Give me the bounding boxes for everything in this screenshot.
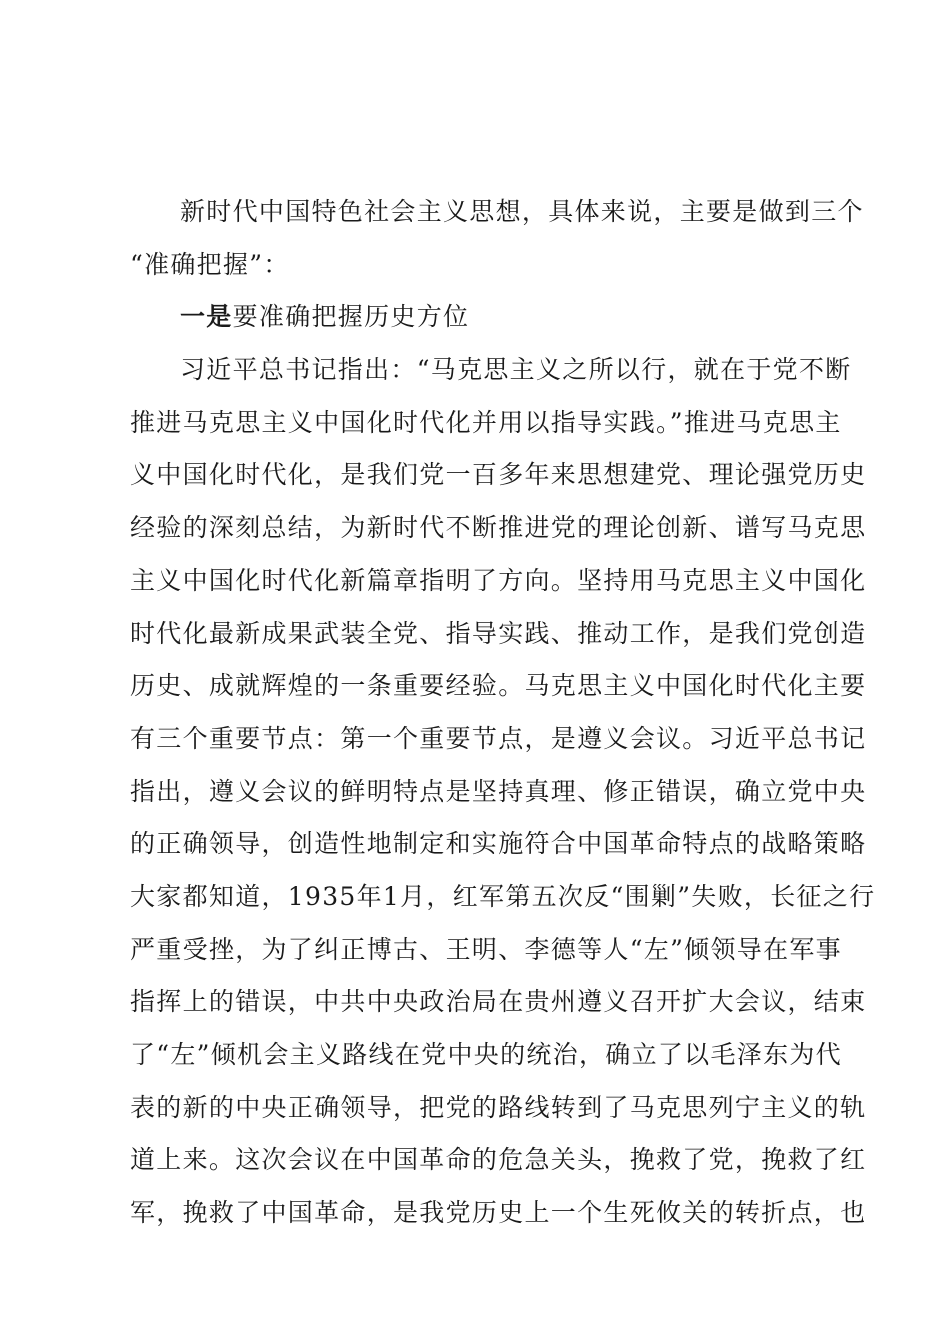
body-line: 了“左”倾机会主义路线在党中央的统治，确立了以毛泽东为代 (130, 1040, 842, 1069)
body-line: 指挥上的错误，中共中央政治局在贵州遵义召开扩大会议，结束 (130, 987, 867, 1017)
body-line: 指出，遵义会议的鲜明特点是坚持真理、修正错误，确立党中央 (130, 776, 867, 806)
intro-line-2: “准确把握”： (130, 249, 290, 279)
section-heading (130, 291, 850, 344)
body-line: 习近平总书记指出：“马克思主义之所以行，就在于党不断 (180, 355, 852, 385)
body-line: 的正确领导，创造性地制定和实施符合中国革命特点的战略策略 (130, 829, 867, 859)
body-line: 表的新的中央正确领导，把党的路线转到了马克思列宁主义的轨 (130, 1092, 867, 1122)
body-line: 主义中国化时代化新篇章指明了方向。坚持用马克思主义中国化 (130, 565, 867, 595)
body-line: 军，挽救了中国革命，是我党历史上一个生死攸关的转折点，也 (130, 1198, 867, 1228)
body-line: 大家都知道，1935年1月，红军第五次反“围剿”失败，长征之行 (130, 881, 876, 911)
intro-line-1: 新时代中国特色社会主义思想，具体来说，主要是做到三个 (180, 197, 864, 226)
heading-rest: 要准确把握历史方位 (232, 302, 470, 332)
body-line: 有三个重要节点：第一个重要节点，是遵义会议。习近平总书记 (130, 723, 867, 753)
document-page (130, 186, 876, 1240)
heading-lead: 一是 (180, 302, 233, 332)
body-line: 时代化最新成果武装全党、指导实践、推动工作，是我们党创造 (130, 618, 867, 648)
body-line: 推进马克思主义中国化时代化并用以指导实践。”推进马克思主 (130, 407, 842, 437)
body-line: 历史、成就辉煌的一条重要经验。马克思主义中国化时代化主要 (130, 671, 867, 701)
body-line: 道上来。这次会议在中国革命的危急关头，挽救了党，挽救了红 (130, 1145, 867, 1175)
body-line: 义中国化时代化，是我们党一百多年来思想建党、理论强党历史 (130, 460, 867, 490)
body-line: 严重受挫，为了纠正博古、王明、李德等人“左”倾领导在军事 (130, 934, 842, 964)
body-line: 经验的深刻总结，为新时代不断推进党的理论创新、谱写马克思 (130, 513, 867, 543)
